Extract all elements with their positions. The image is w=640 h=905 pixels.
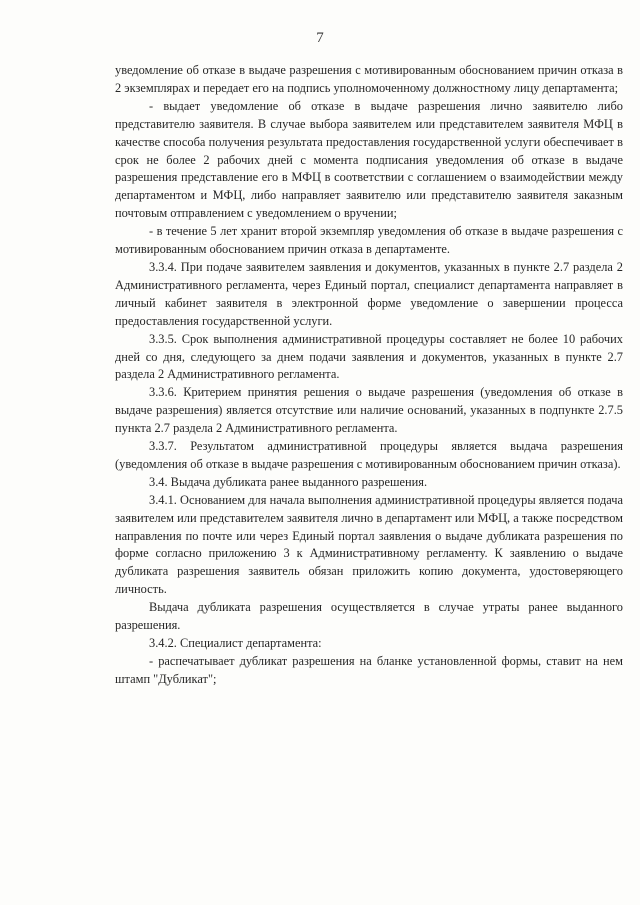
paragraph: 3.3.7. Результатом административной процедуры является выдача разрешения (уведомления об отказе в выдаче разрешения с мотивированным обоснованием причин отказа). xyxy=(115,439,623,471)
paragraph: 3.4.2. Специалист департамента: xyxy=(149,636,322,650)
paragraph: - распечатывает дубликат разрешения на бланке установленной формы, ставит на нем штамп "Дубликат"; xyxy=(115,653,623,686)
paragraph: 3.3.5. Срок выполнения административной процедуры составляет не более 10 рабочих дней со дня, следующего за днем подачи заявления и документов, указанных в пункте 2.7 раздела 2 Административного регламента. xyxy=(115,331,623,382)
paragraph: - выдает уведомление об отказе в выдаче разрешения лично заявителю либо представителю заявителя. В случае выбора заявителем или представителем заявителя МФЦ в качестве способа получения результата предоставления государственной услуги обеспечивает в срок не более 2 рабочих дней с момента подписания уведомления об отказе в выдаче разрешения представление его в МФЦ в соответствии с соглашением о взаимодействии между департаментом и МФЦ, либо направляет заявителю или представителю заявителя заказным почтовым отправлением с уведомлением о вручении; xyxy=(115,98,623,221)
paragraph: 3.4.1. Основанием для начала выполнения административной процедуры является подача заявителем или представителем заявителя лично в департамент или МФЦ, а также посредством направления по почте или через Единый портал заявления о выдаче дубликата разрешения по форме согласно приложению 3 к Административному регламенту. К заявлению о выдаче дубликата разрешения заявитель обязан приложить копию документа, удостоверяющего личность. xyxy=(115,492,623,597)
paragraph: Выдача дубликата разрешения осуществляется в случае утраты ранее выданного разрешения. xyxy=(115,600,623,633)
paragraph: 3.4. Выдача дубликата ранее выданного разрешения. xyxy=(149,474,428,489)
page-number: 7 xyxy=(316,30,324,46)
paragraph: 3.3.6. Критерием принятия решения о выдаче разрешения (уведомления об отказе в выдаче разрешения) является отсутствие или наличие оснований, указанных в подпункте 2.7.5 пункта 2.7 раздела 2 Административного регламента. xyxy=(115,385,623,436)
paragraph: - в течение 5 лет хранит второй экземпляр уведомления об отказе в выдаче разрешения с мотивированным обоснованием причин отказа в департаменте. xyxy=(115,224,623,257)
document-body xyxy=(115,62,623,689)
paragraph: 3.3.4. При подаче заявителем заявления и документов, указанных в пункте 2.7 раздела 2 Административного регламента, через Единый портал, специалист департамента направляет в личный кабинет заявителя в электронной форме уведомление о завершении процесса предоставления государственной услуги. xyxy=(115,259,623,328)
paragraph: уведомление об отказе в выдаче разрешения с мотивированным обоснованием причин отказа в 2 экземплярах и передает его на подпись уполномоченному должностному лицу департамента; xyxy=(115,63,623,95)
